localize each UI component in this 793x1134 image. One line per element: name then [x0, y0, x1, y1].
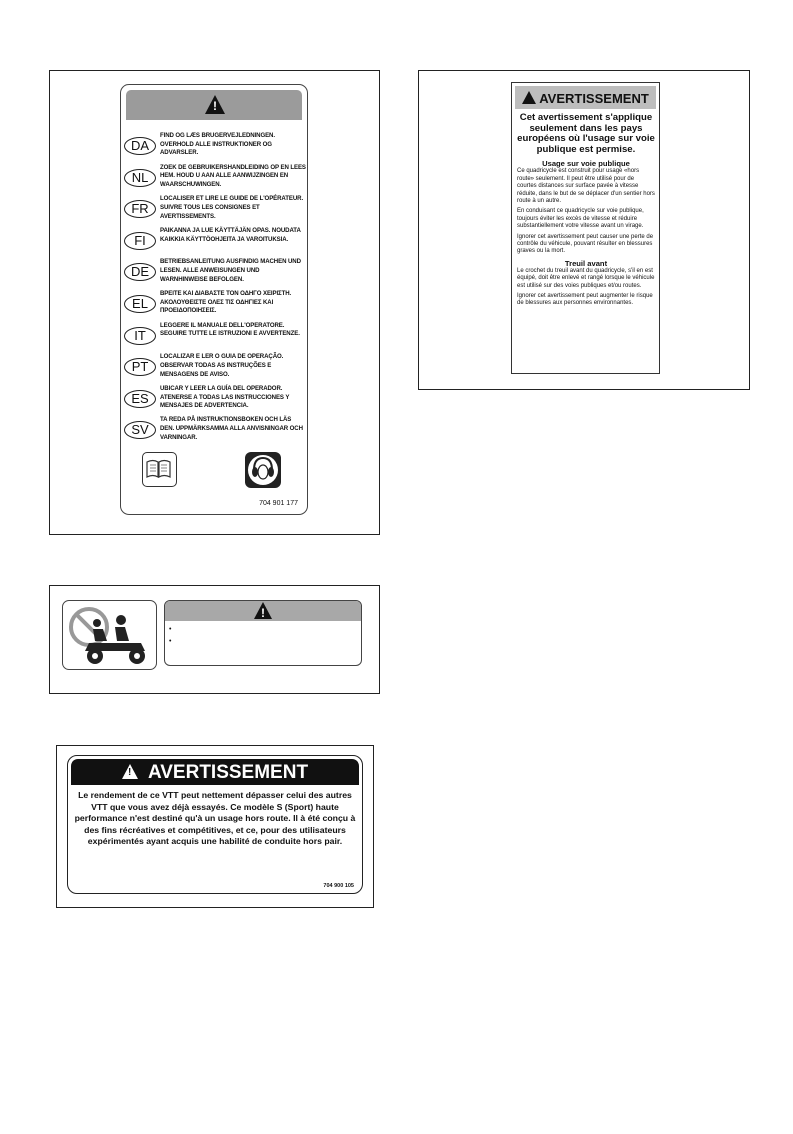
multilingual-label — [120, 84, 308, 515]
language-instruction: UBICAR Y LEER LA GUÍA DEL OPERADOR. ATENERSE A TODAS LAS INSTRUCCIONES Y MENSAJES DE ADVERTENCIA. — [160, 384, 290, 410]
vtt-warning-label-frame — [56, 745, 374, 908]
fr-warning-label-frame — [418, 70, 750, 390]
vtt-warning-label — [67, 755, 363, 894]
bullet: • — [169, 626, 172, 633]
language-code-badge: PT — [124, 358, 156, 376]
warning-header — [515, 86, 656, 109]
language-code-badge: DA — [124, 137, 156, 155]
language-instruction: ΒΡΕΙΤΕ ΚΑΙ ΔΙΑΒΑΣΤΕ ΤΟΝ ΟΔΗΓΟ ΧΕΙΡΙΣΤΗ. ΑΚΟΛΟΥΘΕΙΣΤΕ ΟΛΕΣ ΤΙΣ ΟΔΗΓΙΕΣ ΚΑΙ ΠΡΟΕΙΔΟΠΟΙΗΣΕΙΣ. — [160, 290, 292, 315]
paragraph: Le crochet du treuil avant du quadricycle, s'il en est équipé, doit être enlevé et rangé lorsque le véhicule est utilisé sur des voies publiques et/ou routes. — [517, 267, 655, 289]
language-code-badge: SV — [124, 421, 156, 439]
label-header-band — [165, 601, 361, 621]
manual-book-icon — [142, 452, 177, 487]
language-code-badge: IT — [124, 327, 156, 345]
section-heading: Usage sur voie publique — [542, 159, 630, 169]
warning-triangle-icon — [254, 602, 272, 619]
paragraph: Ignorer cet avertissement peut causer une perte de contrôle du véhicule, pouvant résulter en blessures graves ou la mort. — [517, 233, 654, 255]
language-instruction: TA REDA PÅ INSTRUKTIONSBOKEN OCH LÄS DEN. UPPMÄRKSAMMA ALLA ANVISNINGAR OCH VARNINGAR. — [160, 416, 303, 441]
bullet: • — [169, 638, 172, 645]
language-code-badge: FR — [124, 200, 156, 218]
language-instruction: LEGGERE IL MANUALE DELL'OPERATORE. SEGUIRE TUTTE LE ISTRUZIONI E AVVERTENZE. — [160, 321, 300, 338]
language-instruction: FIND OG LÆS BRUGERVEJLEDNINGEN. OVERHOLD ALLE INSTRUKTIONER OG ADVARSLER. — [160, 132, 275, 157]
paragraph: Ce quadricycle est construit pour usage «hors route» seulement. Il peut être utilisé pour de courtes distances sur surface pavée à vitesse réduite, dans le but de se déplacer d'un sentier hors route à un autre. — [517, 168, 655, 204]
language-instruction: ZOEK DE GEBRUIKERSHANDLEIDING OP EN LEES HEM. HOUD U AAN ALLE AANWIJZINGEN EN WAARSCHUWINGEN. — [160, 163, 306, 188]
label-header-band — [126, 90, 302, 120]
part-number: 704 900 105 — [323, 883, 354, 889]
language-code-badge: FI — [124, 232, 156, 250]
passenger-warning-box — [164, 600, 362, 666]
warning-intro: Cet avertissement s'applique seulement dans les pays européens où l'usage sur voie publique est permise. — [517, 112, 655, 155]
section-heading: Treuil avant — [564, 258, 608, 268]
hearing-protection-icon — [245, 452, 281, 488]
paragraph: En conduisant ce quadricycle sur voie publique, toujours éviter les excès de vitesse et réduire substantiellement votre vitesse avant un virage. — [517, 208, 644, 230]
warning-title: AVERTISSEMENT — [539, 91, 649, 107]
passenger-label-frame — [49, 585, 380, 694]
warning-triangle-icon — [522, 91, 536, 104]
language-instruction: PAIKANNA JA LUE KÄYTTÄJÄN OPAS. NOUDATA KAIKKIA KÄYTTÖOHJEITA JA VAROITUKSIA. — [160, 226, 301, 243]
warning-triangle-icon — [205, 95, 225, 114]
warning-body — [517, 113, 655, 311]
language-instruction: LOCALISER ET LIRE LE GUIDE DE L'OPÉRATEUR. SUIVRE TOUS LES CONSIGNES ET AVERTISSEMENTS. — [160, 195, 304, 220]
language-instruction: LOCALIZAR E LER O GUIA DE OPERAÇÃO. OBSERVAR TODAS AS INSTRUÇÕES E MENSAGENS DE AVISO. — [160, 353, 284, 378]
language-code-badge: NL — [124, 169, 156, 187]
fr-warning-label — [511, 82, 660, 374]
warning-triangle-icon — [122, 764, 138, 779]
language-row — [124, 416, 306, 454]
warning-header — [71, 759, 359, 785]
part-number: 704 901 177 — [259, 500, 298, 507]
language-code-badge: ES — [124, 390, 156, 408]
multilingual-label-frame — [49, 70, 380, 535]
language-instruction: BETRIEBSANLEITUNG AUSFINDIG MACHEN UND LESEN. ALLE ANWEISUNGEN UND WARNHINWEISE BEFOLGEN. — [160, 258, 301, 283]
warning-body: Le rendement de ce VTT peut nettement dépasser celui des autres VTT que vous avez déjà essayés. Ce modèle S (Sport) haute performance n'est destiné qu'à un usage hors route. Il à été conçu à des fins récréatives et compétitives, et ce, pour des utilisateurs expérimentés ayant acquis une habilité de conduite hors pair. — [74, 790, 356, 847]
language-code-badge: EL — [124, 295, 156, 313]
language-code-badge: DE — [124, 263, 156, 281]
passenger-label — [62, 600, 362, 670]
no-passenger-icon — [62, 600, 157, 670]
paragraph: Ignorer cet avertissement peut augmenter le risque de blessures aux personnes environnantes. — [517, 293, 653, 307]
warning-title: AVERTISSEMENT — [147, 762, 309, 783]
